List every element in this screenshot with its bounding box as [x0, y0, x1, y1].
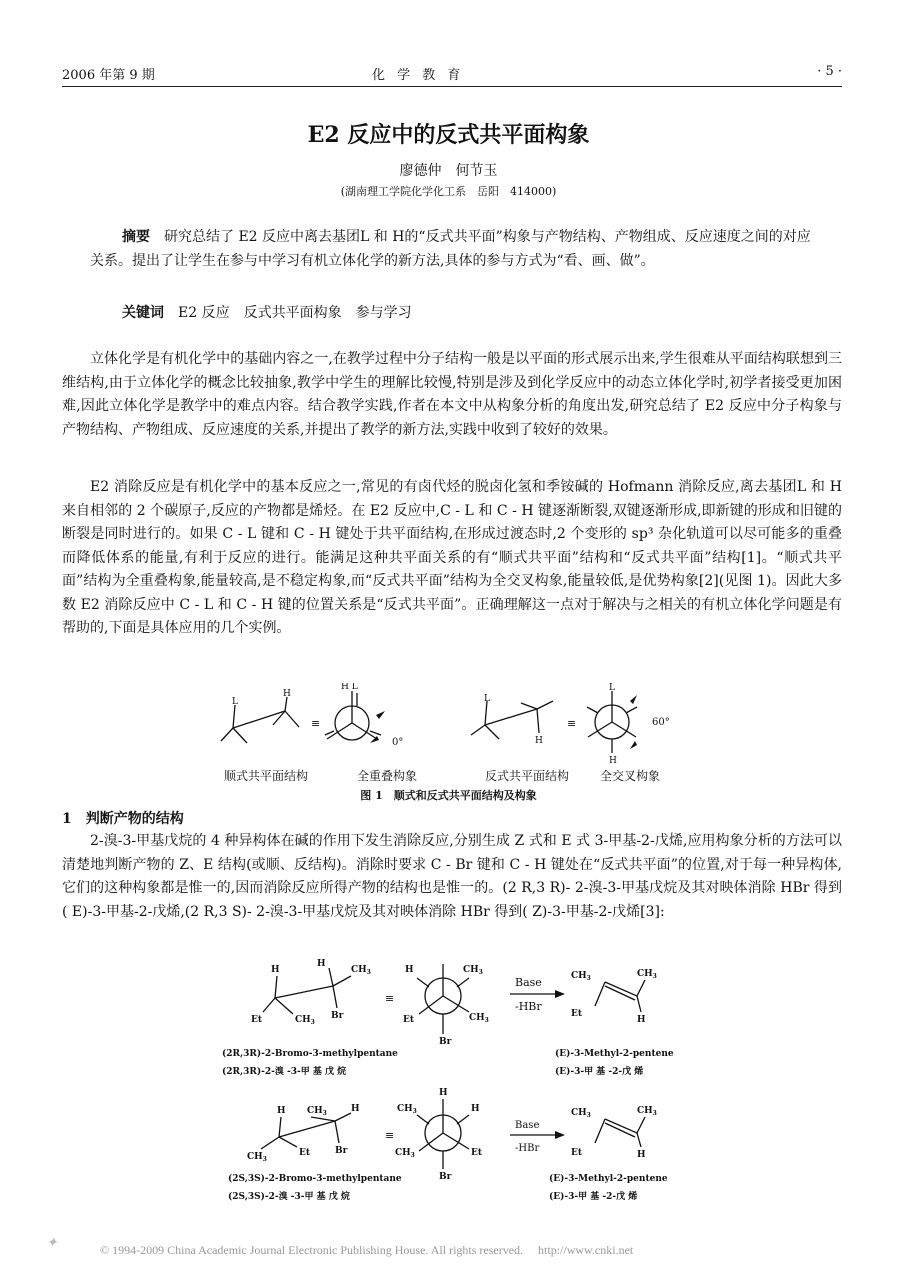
- row-1-product-name-en: (E)-3-Methyl-2-pentene: [555, 1049, 674, 1059]
- abstract-label: 摘要: [122, 229, 150, 245]
- svg-text:CH3: $CH_3$: [469, 1013, 489, 1024]
- svg-text:L: L: [484, 694, 490, 704]
- svg-text:H: H: [271, 965, 280, 975]
- svg-text:Et: Et: [571, 1148, 583, 1158]
- svg-text:≡: ≡: [567, 717, 577, 730]
- body-paragraph-2: E2 消除反应是有机化学中的基本反应之一,常见的有卤代烃的脱卤化氢和季铵碱的 Hofmann 消除反应,离去基团L 和 H来自相邻的 2 个碳原子,反应的产物都是烯烃。在 E2 反应中,C - L 和 C - H 键逐渐断裂,双键逐渐形成,即新键的形成和旧键的断裂是同时进行的。如果 C - L 键和 C - H 键处于共平面结构,在形成过渡态时,2 个变形的 sp³ 杂化轨道可以尽可能多的重叠而降低体系的能量,有利于反应的进行。能满足这种共平面关系的有“顺式共平面”结构和“反式共平面”结构[1]。“顺式共平面”结构为全重叠构象,能量较高,是不稳定构象,而“反式共平面”结构为全交叉构象,能量较低,是优势构象[2](见图 1)。因此大多数 E2 消除反应中 C - L 和 C - H 键的位置关系是“反式共平面”。正确理解这一点对于解决与之相关的有机立体化学问题是有帮助的,下面是具体应用的几个实例。: [62, 479, 842, 636]
- svg-text:H: H: [283, 689, 291, 699]
- svg-text:CH3: $CH_3$: [307, 1106, 327, 1117]
- svg-text:L: L: [232, 697, 238, 707]
- eclipsed-angle: 0°: [392, 737, 404, 748]
- header-rule: [62, 86, 842, 87]
- svg-text:Et: Et: [403, 1015, 415, 1025]
- row-2-reagent: Base: [515, 1120, 540, 1131]
- svg-text:Et: Et: [251, 1015, 263, 1025]
- svg-text:Br: Br: [331, 1011, 344, 1021]
- svg-text:H: H: [351, 1104, 360, 1114]
- svg-text:CH3: $CH_3$: [247, 1152, 267, 1163]
- reaction-scheme-row-2: [225, 1085, 695, 1185]
- reaction-scheme-row-1: [225, 950, 695, 1050]
- svg-text:CH3: $CH_3$: [571, 971, 591, 982]
- section-1-heading: 1 判断产物的结构: [62, 811, 184, 827]
- article-title: E2 反应中的反式共平面构象: [307, 122, 590, 148]
- svg-text:H: H: [439, 1088, 448, 1098]
- caption-syn-periplanar: 顺式共平面结构: [224, 769, 309, 783]
- svg-text:Br: Br: [335, 1146, 348, 1156]
- svg-text:≡: ≡: [311, 717, 321, 730]
- svg-text:H: H: [637, 1150, 646, 1160]
- row-1-eliminated: -HBr: [515, 1000, 542, 1013]
- body-paragraph-1: 立体化学是有机化学中的基础内容之一,在教学过程中分子结构一般是以平面的形式展示出来,学生很难从平面结构联想到三维结构,由于立体化学的概念比较抽象,教学中学生的理解比较慢,特别是涉及到化学反应中的动态立体化学时,初学者接受更加困难,因此立体化学是教学中的难点内容。结合教学实践,作者在本文中从构象分析的角度出发,研究总结了 E2 反应中分子构象与产物结构、产物组成、反应速度的关系,并提出了教学的新方法,实践中收到了较好的效果。: [62, 351, 842, 438]
- abstract: [90, 225, 818, 273]
- article-authors: 廖德仲 何节玉: [399, 163, 498, 179]
- running-header: [62, 64, 842, 84]
- svg-text:H: H: [405, 965, 414, 975]
- svg-text:CH3: $CH_3$: [395, 1148, 415, 1159]
- page-number: · 5 ·: [817, 64, 842, 79]
- row-2-product-name-en: (E)-3-Methyl-2-pentene: [549, 1174, 668, 1184]
- figure-1-diagram: [215, 683, 685, 763]
- issue-label: 2006 年第 9 期: [62, 68, 155, 83]
- svg-text:CH3: $CH_3$: [295, 1015, 315, 1026]
- article-affiliation: (湖南理工学院化学化工系 岳阳 414000): [340, 185, 557, 198]
- svg-text:L: L: [609, 683, 615, 693]
- section-1-paragraph: 2-溴-3-甲基戊烷的 4 种异构体在碱的作用下发生消除反应,分别生成 Z 式和 E 式 3-甲基-2-戊烯,应用构象分析的方法可以清楚地判断产物的 Z、E 结构(或顺、反结构)。消除时要求 C - Br 键和 C - H 键处在“反式共平面”的位置,对于每一种异构体,它们的这种构象都是惟一的,因而消除反应所得产物的结构也是惟一的。(2 R,3 R)- 2-溴-3-甲基戊烷及其对映体消除 HBr 得到( E)-3-甲基-2-戊烯,(2 R,3 S)- 2-溴-3-甲基戊烷及其对映体消除 HBr 得到( Z)-3-甲基-2-戊烯[3]:: [62, 833, 842, 920]
- svg-text:Et: Et: [571, 1009, 583, 1019]
- svg-text:Et: Et: [299, 1148, 311, 1158]
- svg-text:CH3: $CH_3$: [351, 965, 371, 976]
- abstract-text: 研究总结了 E2 反应中离去基团L 和 H的“反式共平面”构象与产物结构、产物组成、反应速度之间的对应关系。提出了让学生在参与中学习有机立体化学的新方法,具体的参与方式为“看、画、做”。: [90, 229, 811, 269]
- row-1-reagent: Base: [515, 976, 542, 989]
- caption-staggered: 全交叉构象: [600, 769, 661, 783]
- svg-text:H L: H L: [341, 683, 358, 692]
- copyright-footer: © 1994-2009 China Academic Journal Electronic Publishing House. All rights reserved. http://www.cnki.net: [100, 1243, 634, 1257]
- svg-text:CH3: $CH_3$: [637, 969, 657, 980]
- svg-text:H: H: [317, 959, 326, 969]
- keywords-text: E2 反应 反式共平面构象 参与学习: [178, 305, 412, 321]
- svg-text:CH3: $CH_3$: [571, 1108, 591, 1119]
- cnki-logo-icon: ✦: [46, 1235, 58, 1251]
- svg-text:H: H: [637, 1015, 646, 1025]
- row-2-reactant-name-en: (2S,3S)-2-Bromo-3-methylpentane: [228, 1174, 402, 1184]
- journal-name: 化 学 教 育: [372, 68, 465, 83]
- svg-text:Br: Br: [439, 1037, 452, 1047]
- svg-text:Et: Et: [471, 1148, 483, 1158]
- svg-text:H: H: [535, 736, 543, 746]
- svg-text:Br: Br: [439, 1172, 452, 1182]
- svg-text:H: H: [609, 756, 617, 763]
- row-1-product-name-cn: (E)-3-甲 基 -2-戊 烯: [555, 1067, 644, 1077]
- figure-1-title: 图 1 顺式和反式共平面结构及构象: [360, 789, 537, 802]
- row-1-reactant-name-cn: (2R,3R)-2-溴 -3-甲 基 戊 烷: [222, 1067, 347, 1077]
- row-2-product-name-cn: (E)-3-甲 基 -2-戊 烯: [549, 1192, 638, 1202]
- row-2-eliminated: -HBr: [515, 1143, 540, 1154]
- svg-text:≡: ≡: [385, 1129, 395, 1142]
- staggered-angle: 60°: [652, 717, 670, 728]
- row-1-reactant-name-en: (2R,3R)-2-Bromo-3-methylpentane: [222, 1049, 398, 1059]
- keywords-label: 关键词: [122, 305, 164, 321]
- svg-text:CH3: $CH_3$: [397, 1104, 417, 1115]
- svg-text:CH3: $CH_3$: [463, 965, 483, 976]
- svg-text:≡: ≡: [385, 992, 395, 1005]
- row-2-reactant-name-cn: (2S,3S)-2-溴 -3-甲 基 戊 烷: [228, 1192, 350, 1202]
- svg-text:H: H: [277, 1106, 286, 1116]
- svg-text:H: H: [471, 1104, 480, 1114]
- keywords: [122, 302, 412, 322]
- caption-eclipsed: 全重叠构象: [357, 769, 418, 783]
- svg-text:CH3: $CH_3$: [637, 1106, 657, 1117]
- caption-anti-periplanar: 反式共平面结构: [485, 769, 570, 783]
